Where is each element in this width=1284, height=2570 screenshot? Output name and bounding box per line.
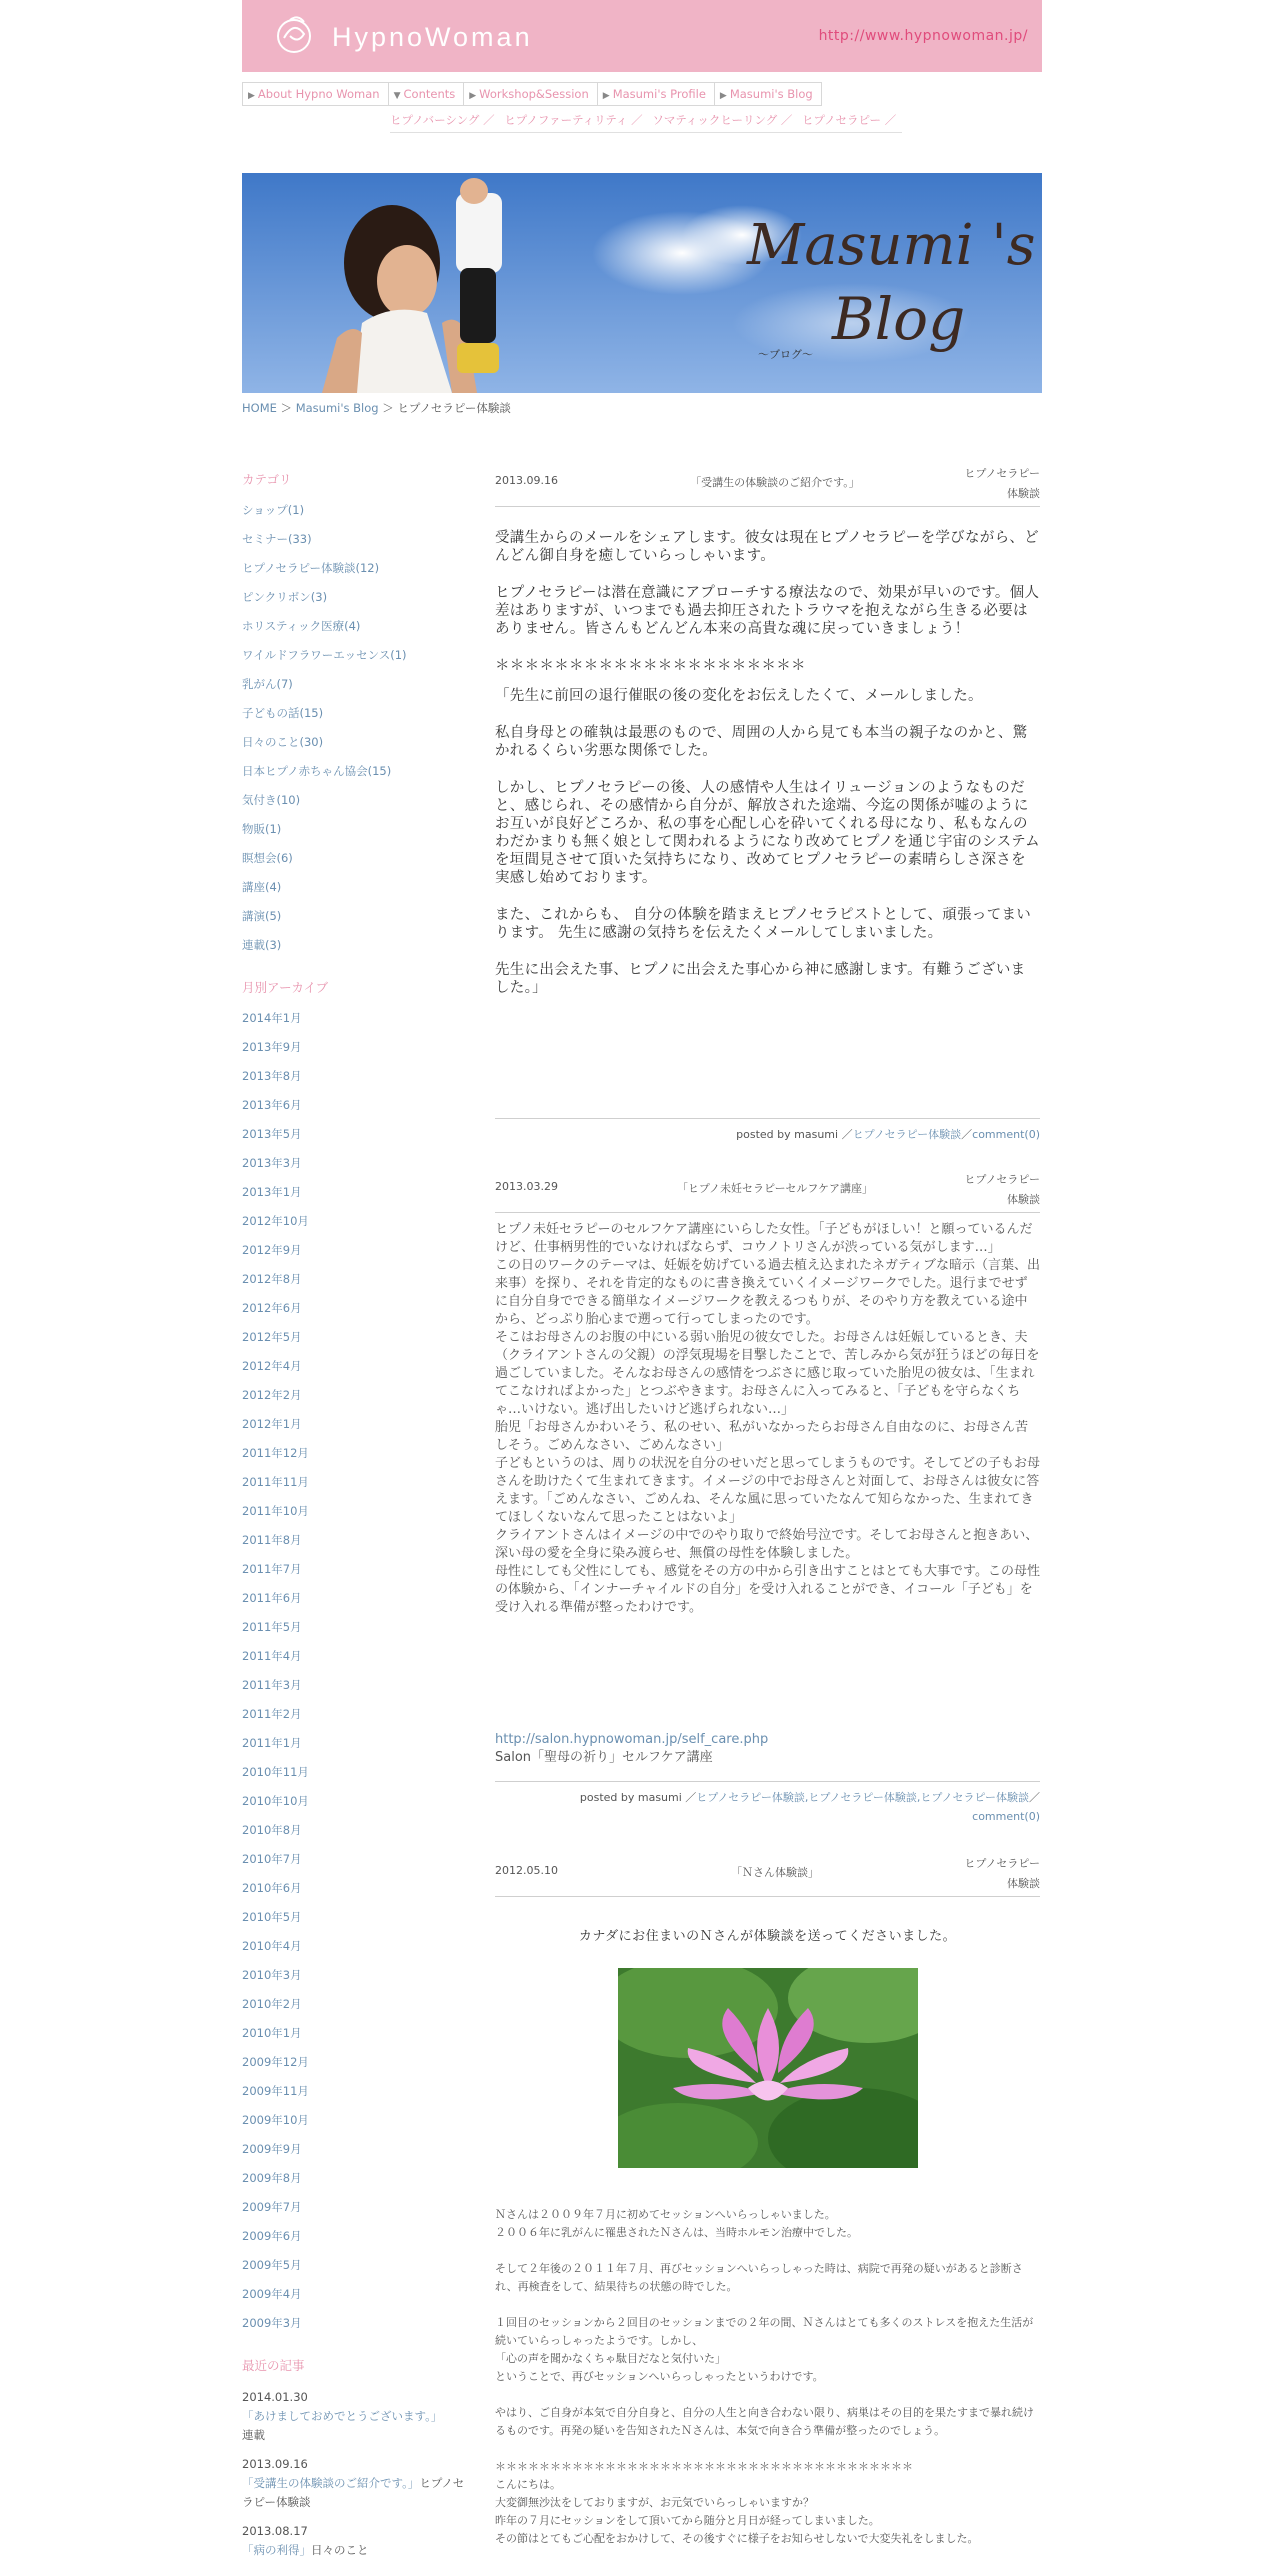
entry-paragraph: 母性にしても父性にしても、感覚をその方の中から引き出すことはとても大事です。この母性の体験から、「インナーチャイルドの自分」を受け入れることができ、イコール「子ども」を受け入れる準備が整ったわけです。 [495, 1564, 1040, 1615]
banner-subtitle: ～ブログ～ [758, 348, 813, 361]
blog-entry [495, 1173, 1040, 1823]
sidebar-link[interactable]: 2009年11月 [242, 2084, 309, 2098]
recent-category: 日々のこと [311, 2543, 369, 2557]
sidebar-link[interactable]: 物販(1) [242, 822, 282, 836]
recent-item [242, 2455, 467, 2512]
category-line: ヒプノセラピー [964, 467, 1040, 480]
nav-label: Masumi's Blog [729, 87, 813, 101]
sidebar-link[interactable]: 2011年5月 [242, 1620, 302, 1634]
entry-paragraph: この日のワークのテーマは、妊娠を妨げている過去植え込まれたネガティブな暗示（言葉、出来事）を探り、それを肯定的なものに書き換えていくイメージワークでした。退行までせずに自分自身でできる簡単なイメージワークを教えるつもりが、そのやり方を教えている途中から、どっぷり胎心まで遡って行ってしまったのです。 [495, 1258, 1040, 1327]
entry-paragraph: Ｎさんは２００９年７月に初めてセッションへいらっしゃいました。 [495, 2208, 836, 2221]
entry-date: 2012.05.10 [495, 1864, 558, 1877]
comment-link[interactable]: comment(0) [972, 1128, 1040, 1141]
entry-paragraph: ヒプノ未妊セラピーのセルフケア講座にいらした女性。「子どもがほしい！と願っているんだけど、仕事柄男性的でいなければならず、コウノトリさんが渋っている気がします…」 [495, 1222, 1033, 1255]
nav-label: Contents [403, 87, 456, 101]
footer-separator: ／ [1029, 1791, 1040, 1804]
sidebar-link[interactable]: ワイルドフラワーエッセンス(1) [242, 648, 407, 662]
entry-paragraph [495, 2296, 1040, 2314]
sidebar-link[interactable]: 2011年3月 [242, 1678, 302, 1692]
sidebar-link[interactable]: 2010年10月 [242, 1794, 309, 1808]
sidebar-link[interactable]: 2010年8月 [242, 1823, 302, 1837]
subnav-somatic-healing[interactable]: ソマティックヒーリング ／ [652, 113, 793, 127]
blog-entry [495, 1857, 1040, 2548]
arrow-right-icon: ▶ [602, 91, 610, 101]
sidebar-link[interactable]: 2011年12月 [242, 1446, 309, 1460]
entry-title-link[interactable]: 「受講生の体験談のご紹介です。」 [690, 476, 860, 489]
salon-link[interactable]: http://salon.hypnowoman.jp/self_care.php [495, 1732, 769, 1747]
comment-link[interactable]: comment(0) [972, 1810, 1040, 1823]
nav-label: About Hypno Woman [257, 87, 380, 101]
sidebar-link[interactable]: 2011年11月 [242, 1475, 309, 1489]
entry-paragraph: 先生に出会えた事、ヒプノに出会えた事心から神に感謝します。有難うございました。」 [495, 962, 1026, 996]
logo-swirl-icon[interactable] [270, 10, 318, 58]
entry-paragraph: しかし、ヒプノセラピーの後、人の感情や人生はイリュージョンのようなものだと、感じられ、その感情から自分が、解放された途端、今迄の関係が嘘のようにお互いが良好どころか、私の事を心配し心を砕いてくれる母になり、私もなんのわだかまりも無く娘として関われるようになり改めてヒプノを通じ宇宙のシステムを垣間見させて頂いた気持ちになり、改めてヒプノセラピーの素晴らしさ深さを実感し始めております。 [495, 780, 1040, 886]
recent-title-link[interactable]: 「受講生の体験談のご紹介です。」 [242, 2476, 420, 2490]
sidebar-link[interactable]: 2010年4月 [242, 1939, 302, 1953]
category-link[interactable]: ヒプノセラピー体験談 [852, 1128, 962, 1141]
sidebar-link[interactable]: 日々のこと(30) [242, 735, 324, 749]
sidebar-link[interactable]: 2010年2月 [242, 1997, 302, 2011]
sidebar [242, 470, 467, 2570]
sidebar-link[interactable]: 2012年2月 [242, 1388, 302, 1402]
banner-image [242, 173, 1042, 393]
entry-footer [495, 1781, 1040, 1826]
recent-title-link[interactable]: 「病の利得」 [242, 2543, 311, 2557]
sidebar-link[interactable]: 子どもの話(15) [242, 706, 324, 720]
entry-paragraph: クライアントさんはイメージの中でのやり取りで終始号泣です。そしてお母さんと抱きあい、深い母の愛を全身に染み渡らせ、無償の母性を体験しました。 [495, 1528, 1039, 1561]
nav-blog[interactable] [714, 82, 822, 106]
sidebar-link[interactable]: 2009年12月 [242, 2055, 309, 2069]
entry-body [495, 507, 1040, 997]
sidebar-link[interactable]: 日本ヒプノ赤ちゃん協会(15) [242, 764, 392, 778]
entry-paragraph [495, 2242, 1040, 2260]
entry-paragraph [495, 2386, 1040, 2404]
recent-item [242, 2388, 467, 2445]
entry-paragraph: ということで、再びセッションへいらっしゃったというわけです。 [495, 2370, 824, 2383]
sidebar-link[interactable]: 2010年1月 [242, 2026, 302, 2040]
sidebar-link[interactable]: 気付き(10) [242, 793, 301, 807]
sidebar-link[interactable]: 2011年8月 [242, 1533, 302, 1547]
sidebar-link[interactable]: 2011年6月 [242, 1591, 302, 1605]
sidebar-link[interactable]: 2011年1月 [242, 1736, 302, 1750]
arrow-right-icon: ▶ [248, 91, 255, 101]
recent-title-link[interactable]: 「あけましておめでとうございます。」 [242, 2409, 443, 2423]
sidebar-link[interactable]: 講演(5) [242, 909, 282, 923]
sidebar-link[interactable]: 2011年7月 [242, 1562, 302, 1576]
entry-body [495, 1213, 1040, 1781]
sidebar-link[interactable]: 2009年3月 [242, 2316, 302, 2330]
entry-paragraph: そこはお母さんのお腹の中にいる弱い胎児の彼女でした。お母さんは妊娠しているとき、夫（クライアントさんの父親）の浮気現場を目撃したことで、苦しみから気が狂うほどの毎日を過ごしていました。そんなお母さんの感情をつぶさに感じ取っていた胎児の彼女は、「生まれてこなければよかった」とつぶやきます。お母さんに入ってみると、「子どもを守らなくちゃ…いけない。逃げ出したいけど逃げられない…」 [495, 1330, 1040, 1417]
sidebar-link[interactable]: 2009年4月 [242, 2287, 302, 2301]
entry-lead: カナダにお住まいのＮさんが体験談を送ってくださいました。 [578, 1929, 957, 1944]
entry-body [495, 2206, 1040, 2548]
arrow-right-icon: ▶ [719, 91, 727, 101]
sidebar-link[interactable]: 2011年2月 [242, 1707, 302, 1721]
sidebar-link[interactable]: 2009年5月 [242, 2258, 302, 2272]
entry-paragraph: 「先生に前回の退行催眠の後の変化をお伝えしたくて、メールしました。 [495, 688, 983, 704]
entry-paragraph: また、これからも、 自分の体験を踏まえヒプノセラピストとして、頑張ってまいります。 先生に感謝の気持ちを伝えたくメールしてしまいました。 [495, 907, 1032, 941]
nav-contents[interactable] [388, 82, 464, 106]
sidebar-link[interactable]: ショップ(1) [242, 503, 305, 517]
sidebar-link[interactable]: 2009年9月 [242, 2142, 302, 2156]
sidebar-link[interactable]: 2011年10月 [242, 1504, 309, 1518]
category-line: 体験談 [1007, 1877, 1040, 1890]
sidebar-link[interactable]: 2013年5月 [242, 1127, 302, 1141]
entry-paragraph: 受講生からのメールをシェアします。彼女は現在ヒプノセラピーを学びながら、どんどん御自身を癒していらっしゃいます。 [495, 530, 1039, 564]
arrow-down-icon: ▼ [393, 91, 401, 101]
sidebar-link[interactable]: 2010年5月 [242, 1910, 302, 1924]
sidebar-link[interactable]: 2013年1月 [242, 1185, 302, 1199]
sidebar-link[interactable]: 2012年9月 [242, 1243, 302, 1257]
subnav-hypnotherapy[interactable]: ヒプノセラピー ／ [802, 113, 897, 127]
entry-category[interactable] [950, 1854, 1040, 1894]
breadcrumb-separator: ＞ [378, 401, 398, 415]
breadcrumb-current: ヒプノセラピー体験談 [397, 401, 511, 415]
nav-workshop[interactable] [463, 82, 597, 106]
entry-paragraph: １回目のセッションから２回目のセッションまでの２年の間、Ｎさんはとても多くのストレスを抱えた生活が続いていらっしゃったようです。しかし、 [495, 2316, 1034, 2347]
sidebar-link[interactable]: 2010年7月 [242, 1852, 302, 1866]
sidebar-link[interactable]: 2013年3月 [242, 1156, 302, 1170]
page [242, 0, 1042, 2568]
entry-paragraph: 胎児「お母さんかわいそう、私のせい、私がいなかったらお母さん自由なのに、お母さん苦しそう。ごめんなさい、ごめんなさい」 [495, 1420, 1029, 1453]
entry-title-link[interactable]: 「Ｎさん体験談」 [731, 1866, 819, 1879]
sidebar-link[interactable]: 2012年4月 [242, 1359, 302, 1373]
entry-paragraph: 昨年の７月にセッションをして頂いてから随分と月日が経ってしまいました。 [495, 2514, 880, 2527]
arrow-right-icon: ▶ [469, 91, 477, 101]
salon-caption: Salon「聖母の祈り」セルフケア講座 [495, 1750, 713, 1765]
recent-category: ヒプノセラピー体験談 [242, 2476, 465, 2509]
main-nav [242, 82, 822, 106]
subnav-hypnofertility[interactable]: ヒプノファーティリティ ／ [504, 113, 643, 127]
categories-heading: カテゴリ [242, 472, 292, 487]
breadcrumb [242, 400, 511, 416]
recent-category: 連載 [242, 2428, 265, 2442]
entry-link-block [495, 1731, 768, 1767]
entry-paragraph: 私自身母との確執は最悪のもので、周囲の人から見ても本当の親子なのかと、驚かれるくらい劣悪な関係でした。 [495, 725, 1028, 759]
sidebar-link[interactable]: ピンクリボン(3) [242, 590, 328, 604]
entry-paragraph: こんにちは。 [495, 2478, 561, 2491]
main-content [495, 467, 1040, 2545]
category-link[interactable]: ヒプノセラピー体験談,ヒプノセラピー体験談,ヒプノセラピー体験談 [696, 1791, 1029, 1804]
lotus-image [618, 1968, 918, 2168]
breadcrumb-separator: ＞ [276, 401, 296, 415]
category-line: 体験談 [1007, 487, 1040, 500]
footer-separator: ／ [961, 1128, 973, 1141]
recent-date: 2013.08.17 [242, 2524, 308, 2538]
sidebar-link[interactable]: 2009年8月 [242, 2171, 302, 2185]
archive-list [242, 1010, 467, 2344]
blog-banner [242, 173, 1042, 393]
sidebar-link[interactable]: 連載(3) [242, 938, 282, 952]
sidebar-link[interactable]: 講座(4) [242, 880, 282, 894]
sidebar-link[interactable]: 2012年1月 [242, 1417, 302, 1431]
sidebar-link[interactable]: 2010年3月 [242, 1968, 302, 1982]
banner-title-line2: Blog [832, 285, 966, 353]
logo-text[interactable]: HypnoWoman [332, 22, 533, 52]
breadcrumb-blog[interactable]: Masumi's Blog [295, 401, 379, 415]
entry-paragraph: やはり、ご自身が本気で自分自身と、自分の人生と向き合わない限り、病巣はその目的を果たすまで暴れ続けるものです。再発の疑いを告知されたＮさんは、本気で向き合う準備が整ったのでしょう。 [495, 2406, 1034, 2437]
sidebar-link[interactable]: 2013年9月 [242, 1040, 302, 1054]
sidebar-link[interactable]: 2010年11月 [242, 1765, 309, 1779]
sidebar-link[interactable]: 2012年5月 [242, 1330, 302, 1344]
sidebar-link[interactable]: 2012年8月 [242, 1272, 302, 1286]
site-url[interactable]: http://www.hypnowoman.jp/ [818, 28, 1028, 44]
sidebar-link[interactable]: セミナー(33) [242, 532, 312, 546]
entry-category[interactable] [950, 1170, 1040, 1210]
sub-nav [390, 112, 902, 133]
site-header [242, 0, 1042, 72]
subnav-hypnobirthing[interactable]: ヒプノバーシング ／ [390, 113, 495, 127]
nav-label: Masumi's Profile [612, 87, 706, 101]
entry-category[interactable] [950, 464, 1040, 504]
entry-header [495, 1173, 1040, 1213]
sidebar-link[interactable]: 2009年7月 [242, 2200, 302, 2214]
posted-by: posted by masumi ／ [579, 1791, 697, 1804]
entry-paragraph: その節はとてもご心配をおかけして、その後すぐに様子をお知らせしないで大変失礼をしました。 [495, 2532, 979, 2545]
entry-date: 2013.03.29 [495, 1180, 558, 1193]
sidebar-link[interactable]: 2013年8月 [242, 1069, 302, 1083]
sidebar-link[interactable]: 2009年6月 [242, 2229, 302, 2243]
sidebar-link[interactable]: 2009年10月 [242, 2113, 309, 2127]
entry-header [495, 1857, 1040, 1897]
sidebar-link[interactable]: 2010年6月 [242, 1881, 302, 1895]
entry-title-link[interactable]: 「ヒプノ未妊セラピーセルフケア講座」 [676, 1182, 874, 1195]
entry-paragraph: そして２年後の２０１１年７月、再びセッションへいらっしゃった時は、病院で再発の疑いがあると診断され、再検査をして、結果待ちの状態の時でした。 [495, 2262, 1023, 2293]
posted-by: posted by masumi ／ [736, 1128, 853, 1141]
entry-paragraph: ＊＊＊＊＊＊＊＊＊＊＊＊＊＊＊＊＊＊＊＊＊＊＊＊＊＊＊＊＊＊＊＊＊＊＊＊＊＊ [495, 2460, 913, 2473]
sidebar-link[interactable]: 2012年6月 [242, 1301, 302, 1315]
recent-date: 2013.09.16 [242, 2457, 308, 2471]
entry-paragraph [495, 2440, 1040, 2458]
sidebar-link[interactable]: 2011年4月 [242, 1649, 302, 1663]
banner-title-line1: Masumi 's [747, 213, 1036, 278]
entry-paragraph: 「心の声を聞かなくちゃ駄目だなと気付いた」 [495, 2352, 726, 2365]
category-line: ヒプノセラピー [964, 1173, 1040, 1186]
entry-paragraph: 大変御無沙汰をしておりますが、お元気でいらっしゃいますか？ [495, 2496, 814, 2509]
recent-item [242, 2522, 467, 2560]
recent-list [242, 2388, 467, 2560]
recent-date: 2014.01.30 [242, 2390, 308, 2404]
entry-paragraph: ２００６年に乳がんに罹患されたＮさんは、当時ホルモン治療中でした。 [495, 2226, 858, 2239]
breadcrumb-home[interactable]: HOME [242, 401, 277, 415]
sidebar-link[interactable]: ヒプノセラピー体験談(12) [242, 561, 380, 575]
sidebar-link[interactable]: 乳がん(7) [242, 677, 293, 691]
nav-profile[interactable] [597, 82, 714, 106]
entry-paragraph: 子どもというのは、周りの状況を自分のせいだと思ってしまうものです。そしてどの子もお母さんを助けたくて生まれてきます。イメージの中でお母さんと対面して、お母さんは彼女に答えます。「ごめんなさい、ごめんね、そんな風に思っていたなんて知らなかった、生まれてきてほしくないなんて思ったことはないよ」 [495, 1456, 1040, 1525]
sidebar-link[interactable]: 2014年1月 [242, 1011, 302, 1025]
sidebar-link[interactable]: 2012年10月 [242, 1214, 309, 1228]
entry-date: 2013.09.16 [495, 474, 558, 487]
nav-about[interactable] [242, 82, 388, 106]
blog-entry [495, 467, 1040, 1141]
sidebar-link[interactable]: ホリスティック医療(4) [242, 619, 361, 633]
sidebar-link[interactable]: 瞑想会(6) [242, 851, 293, 865]
category-line: 体験談 [1007, 1193, 1040, 1206]
category-line: ヒプノセラピー [964, 1857, 1040, 1870]
entry-paragraph: ヒプノセラピーは潜在意識にアプローチする療法なので、効果が早いのです。個人差はありますが、いつまでも過去抑圧されたトラウマを抱えながら生きる必要はありません。皆さんもどんどん本来の高貴な魂に戻っていきましょう！ [495, 585, 1040, 637]
sidebar-link[interactable]: 2013年6月 [242, 1098, 302, 1112]
nav-label: Workshop&Session [479, 87, 589, 101]
recent-heading: 最近の記事 [242, 2358, 305, 2373]
entry-header [495, 467, 1040, 507]
archives-heading: 月別アーカイブ [242, 980, 329, 995]
category-list [242, 502, 467, 966]
entry-paragraph: ＊＊＊＊＊＊＊＊＊＊＊＊＊＊＊＊＊＊＊＊＊ [495, 658, 806, 674]
entry-footer [495, 1118, 1040, 1144]
